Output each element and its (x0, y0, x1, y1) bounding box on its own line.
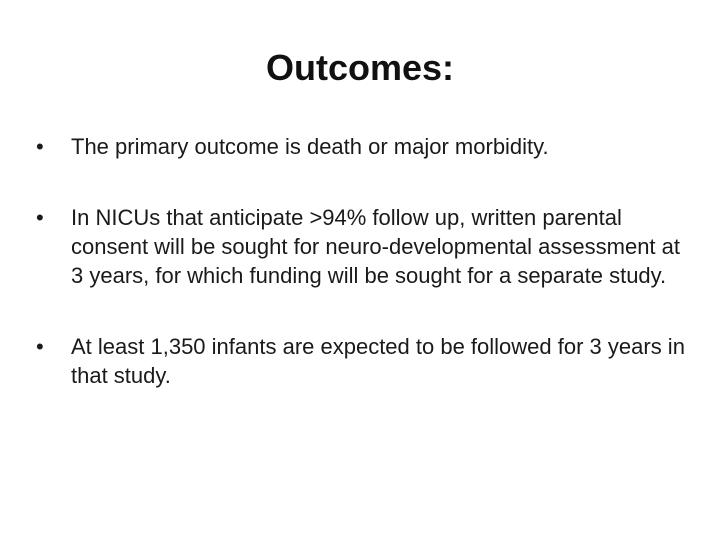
slide-title: Outcomes: (265, 47, 455, 88)
bullet-list (36, 132, 696, 390)
bullet-icon: • (36, 334, 44, 359)
bullet-text: The primary outcome is death or major morbidity. (71, 134, 549, 159)
bullet-icon: • (36, 205, 44, 230)
bullet-item (36, 203, 696, 290)
bullet-text: In NICUs that anticipate >94% follow up, written parental consent will be sought for neuro-developmental assessment at 3 years, for which funding will be sought for a separate study. (71, 205, 681, 288)
bullet-item (36, 332, 696, 390)
bullet-text: At least 1,350 infants are expected to be followed for 3 years in that study. (71, 334, 685, 388)
bullet-icon: • (36, 134, 44, 159)
bullet-item (36, 132, 696, 161)
